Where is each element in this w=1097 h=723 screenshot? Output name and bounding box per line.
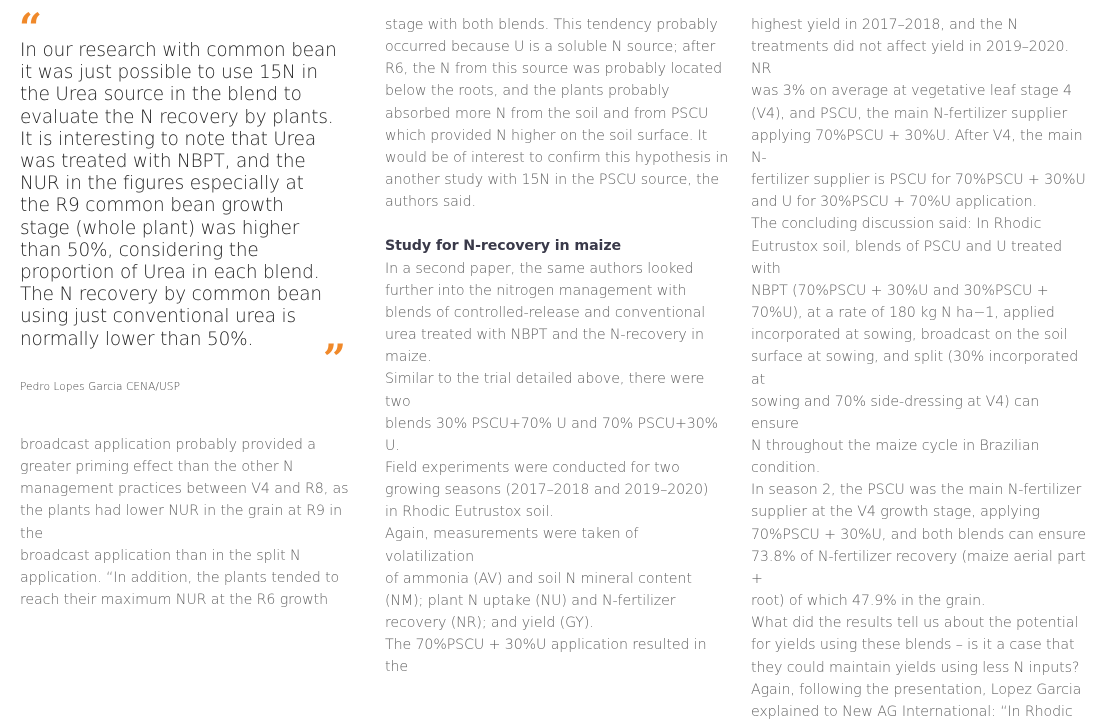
pull-quote-line: it was just possible to use 15N in: [20, 62, 318, 84]
body-line: in Rhodic Eutrustox soil.: [385, 504, 554, 521]
pull-quote-line: NUR in the figures especially at: [20, 173, 304, 195]
body-line: and U for 30%PSCU + 70%U application.: [751, 194, 1037, 211]
pull-quote-line: using just conventional urea is: [20, 306, 296, 328]
body-line: below the roots, and the plants probably: [385, 83, 670, 100]
body-line: The concluding discussion said: In Rhodic: [751, 216, 1042, 233]
quote-author: Pedro Lopes Garcia CENA/USP: [20, 381, 180, 393]
pull-quote-line: normally lower than 50%.: [20, 328, 254, 350]
body-line: the plants had lower NUR in the grain at R9 in the: [20, 503, 342, 542]
body-line: recovery (NR); and yield (GY).: [385, 615, 594, 632]
pull-quote: [20, 40, 360, 351]
body-line: was 3% on average at vegetative leaf stage 4: [751, 83, 1072, 100]
pull-quote-line: proportion of Urea in each blend.: [20, 262, 320, 284]
body-line: would be of interest to confirm this hypothesis in: [385, 149, 729, 166]
body-line: broadcast application probably provided a: [20, 437, 316, 453]
body-line: they could maintain yields using less N inputs?: [751, 659, 1080, 676]
section-heading: Study for N-recovery in maize: [385, 238, 621, 255]
pull-quote-line: stage (whole plant) was higher: [20, 217, 300, 239]
pull-quote-line: It is interesting to note that Urea: [20, 128, 316, 150]
body-line: Eutrustox soil, blends of PSCU and U treated with: [751, 238, 1063, 277]
body-line: In season 2, the PSCU was the main N-fertilizer: [751, 482, 1082, 499]
body-line: of ammonia (AV) and soil N mineral content: [385, 570, 692, 587]
body-line: 73.8% of N-fertilizer recovery (maize aerial part +: [751, 548, 1086, 587]
body-line: for yields using these blends – is it a case that: [751, 637, 1075, 654]
body-line: blends of controlled-release and conventional: [385, 304, 706, 321]
left-column-body: [20, 434, 360, 611]
body-line: What did the results tell us about the potential: [751, 615, 1079, 632]
body-line: Again, following the presentation, Lopez Garcia: [751, 681, 1082, 698]
body-line: stage with both blends. This tendency probably: [385, 17, 718, 33]
body-line: In a second paper, the same authors looked: [385, 260, 694, 277]
right-column: [751, 14, 1087, 723]
pull-quote-line: than 50%, considering the: [20, 239, 259, 261]
body-line: incorporated at sowing, broadcast on the soil: [751, 327, 1068, 344]
pull-quote-line: evaluate the N recovery by plants.: [20, 106, 334, 128]
body-line: which provided N higher on the soil surface. It: [385, 127, 708, 144]
paragraph-gap: [385, 213, 730, 235]
body-line: The 70%PSCU + 30%U application resulted in the: [385, 637, 707, 676]
pull-quote-line: the Urea source in the blend to: [20, 84, 302, 106]
body-line: urea treated with NBPT and the N-recovery in: [385, 327, 704, 344]
body-line: growing seasons (2017–2018 and 2019–2020): [385, 482, 709, 499]
body-line: another study with 15N in the PSCU source, the: [385, 172, 720, 189]
body-line: NBPT (70%PSCU + 30%U and 30%PSCU +: [751, 282, 1049, 299]
body-line: (NM); plant N uptake (NU) and N-fertilizer: [385, 592, 676, 609]
body-line: root) of which 47.9% in the grain.: [751, 593, 986, 610]
body-line: surface at sowing, and split (30% incorporated at: [751, 349, 1079, 388]
body-line: Again, measurements were taken of volatilization: [385, 526, 639, 565]
middle-column: [385, 14, 730, 679]
body-line: highest yield in 2017–2018, and the N: [751, 17, 1018, 33]
body-line: Similar to the trial detailed above, there were two: [385, 371, 705, 410]
body-line: Field experiments were conducted for two: [385, 459, 680, 476]
pull-quote-line: In our research with common bean: [20, 40, 337, 61]
body-line: explained to New AG International: “In Rhodic: [751, 703, 1073, 720]
body-line: broadcast application than in the split N: [20, 547, 301, 564]
body-line: occurred because U is a soluble N source; after: [385, 39, 716, 56]
body-line: 70%PSCU + 30%U, and both blends can ensure: [751, 526, 1086, 543]
body-line: further into the nitrogen management with: [385, 282, 687, 299]
body-line: application. “In addition, the plants tended to: [20, 569, 340, 586]
body-line: authors said.: [385, 194, 476, 211]
body-line: treatments did not affect yield in 2019–2020. NR: [751, 39, 1069, 78]
pull-quote-line: The N recovery by common bean: [20, 284, 322, 306]
pull-quote-line: was treated with NBPT, and the: [20, 151, 306, 173]
body-line: 70%U), at a rate of 180 kg N ha−1, applied: [751, 305, 1055, 322]
body-line: fertilizer supplier is PSCU for 70%PSCU + 30%U: [751, 172, 1086, 189]
body-line: condition.: [751, 460, 821, 477]
body-line: sowing and 70% side-dressing at V4) can ensure: [751, 393, 1040, 432]
body-line: management practices between V4 and R8, as: [20, 481, 349, 498]
body-line: blends 30% PSCU+70% U and 70% PSCU+30% U.: [385, 415, 719, 454]
body-line: supplier at the V4 growth stage, applying: [751, 504, 1040, 521]
body-line: maize.: [385, 349, 432, 366]
pull-quote-line: the R9 common bean growth: [20, 195, 284, 217]
open-quote-mark: “: [19, 5, 42, 52]
body-line: absorbed more N from the soil and from PSCU: [385, 105, 709, 122]
body-line: R6, the N from this source was probably located: [385, 61, 723, 78]
body-line: N throughout the maize cycle in Brazilian: [751, 437, 1040, 454]
body-line: (V4), and PSCU, the main N-fertilizer supplier: [751, 105, 1068, 122]
left-column: [0, 0, 360, 616]
body-line: applying 70%PSCU + 30%U. After V4, the main N-: [751, 127, 1083, 166]
body-line: reach their maximum NUR at the R6 growth: [20, 592, 329, 609]
close-quote-mark: ”: [323, 336, 346, 383]
body-line: greater priming effect than the other N: [20, 459, 294, 476]
